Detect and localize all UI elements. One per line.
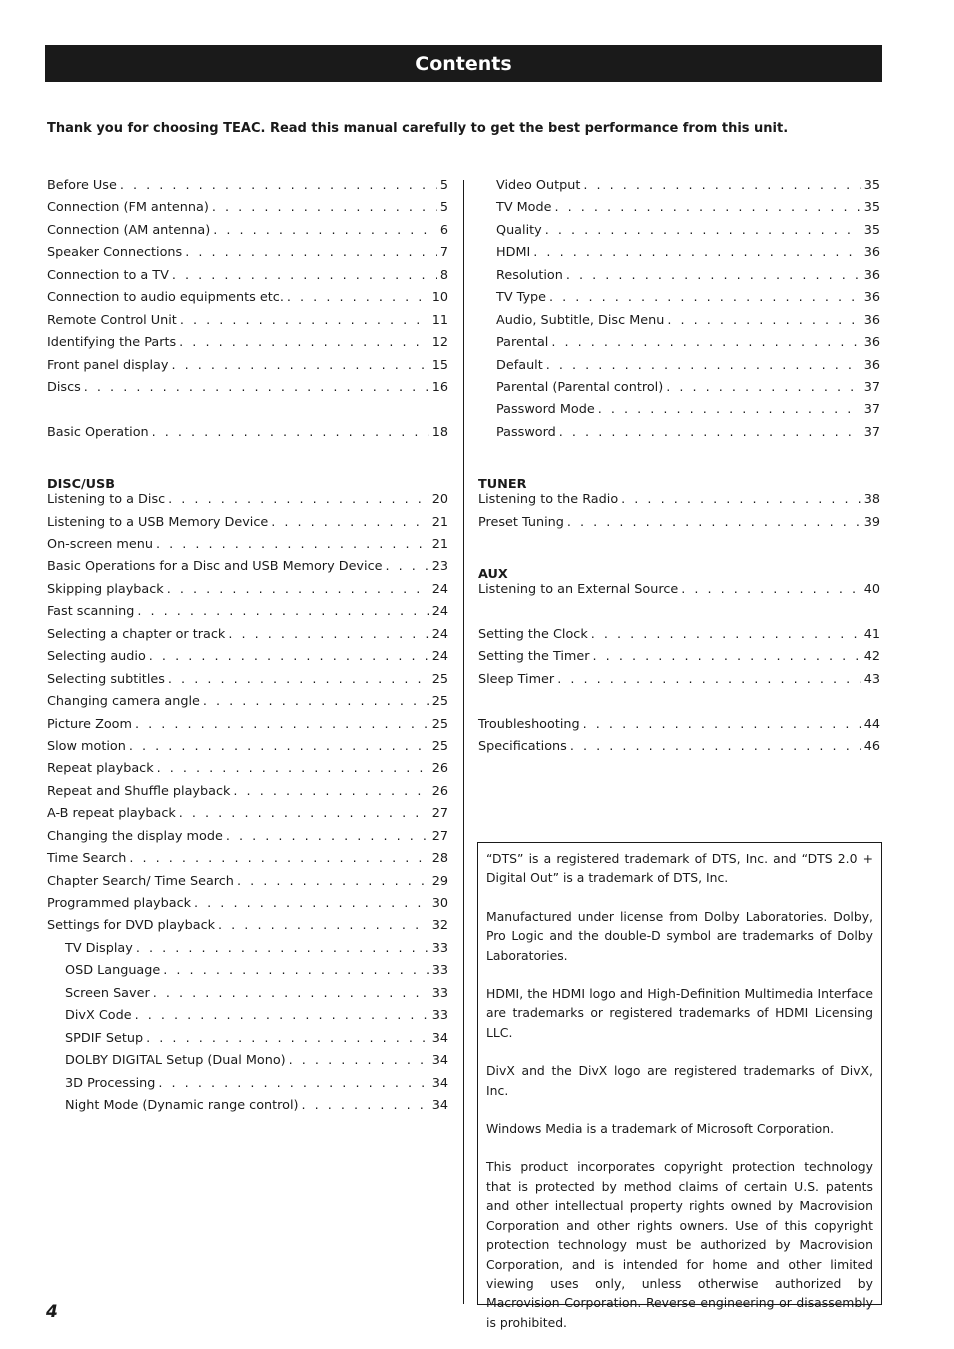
toc-subentry [47, 1076, 448, 1098]
toc-entry [478, 627, 880, 649]
toc-subentry [478, 200, 880, 222]
toc-entry-label: Connection to audio equipments etc. [47, 290, 284, 306]
toc-spacer [47, 402, 448, 424]
dot-leader [667, 313, 860, 328]
toc-entry-page: 36 [863, 357, 880, 373]
toc-entry-page: 37 [863, 379, 880, 395]
toc-subentry [478, 380, 880, 402]
toc-entry-label: Listening to the Radio [478, 492, 619, 508]
dot-leader [226, 829, 429, 844]
toc-entry-page: 36 [863, 312, 880, 328]
dot-leader [533, 245, 860, 260]
toc-entry-label: Connection to a TV [47, 267, 169, 283]
dot-leader [158, 1076, 428, 1091]
toc-entry-page: 7 [439, 245, 448, 261]
toc-entry-label: Identifying the Parts [47, 335, 177, 351]
toc-entry-page: 42 [863, 649, 880, 665]
toc-entry-label: TV Type [496, 290, 547, 306]
toc-entry-label: Troubleshooting [478, 716, 580, 732]
toc-entry [47, 537, 448, 559]
trademark-paragraph: This product incorporates copyright protection technology that is protected by method claims of certain U.S. patents and other intellectual property rights owned by Macrovision Corporation and other rights owners. Use of this copyright protection technology must be authorized by Macrovision Corporation, and is intended for home and other limited viewing uses only, unless otherwise authorized by Macrovision Corporation. Reverse engineering or disassembly is prohibited. [486, 1159, 873, 1330]
dot-leader [168, 672, 429, 687]
dot-leader [546, 358, 861, 373]
dot-leader [194, 896, 429, 911]
toc-entry-label: Connection (FM antenna) [47, 200, 209, 216]
dot-leader [135, 717, 429, 732]
toc-entry-label: Skipping playback [47, 581, 164, 597]
toc-entry-page: 33 [431, 940, 448, 956]
intro-text: Thank you for choosing TEAC. Read this manual carefully to get the best performance from this unit. [47, 121, 789, 136]
toc-entry-page: 21 [431, 514, 448, 530]
toc-entry [47, 604, 448, 626]
toc-entry-page: 20 [431, 492, 448, 508]
toc-entry-label: Parental [496, 335, 549, 351]
dot-leader [167, 582, 429, 597]
toc-entry [47, 694, 448, 716]
trademark-paragraph: HDMI, the HDMI logo and High-Definition Multimedia Interface are trademarks or registered trademarks of HDMI Licensing LLC. [486, 986, 873, 1040]
toc-entry-label: Preset Tuning [478, 514, 564, 530]
toc-entry-label: DivX Code [65, 1008, 132, 1024]
dot-leader [185, 245, 437, 260]
toc-subentry [478, 313, 880, 335]
toc-entry [478, 672, 880, 694]
toc-entry [47, 829, 448, 851]
toc-subentry [47, 963, 448, 985]
toc-entry-page: 15 [431, 357, 448, 373]
toc-entry-label: Listening to a USB Memory Device [47, 514, 269, 530]
trademark-notice-box [477, 842, 882, 1330]
toc-subentry [47, 1008, 448, 1030]
toc-entry-label: Audio, Subtitle, Disc Menu [496, 312, 665, 328]
dot-leader [129, 851, 428, 866]
toc-entry-label: Time Search [47, 851, 127, 867]
toc-entry-page: 36 [863, 335, 880, 351]
toc-entry-label: Password [496, 424, 556, 440]
toc-entry-page: 26 [431, 783, 448, 799]
dot-leader [237, 874, 429, 889]
toc-entry-label: Default [496, 357, 543, 373]
toc-entry-page: 28 [431, 851, 448, 867]
toc-entry-page: 25 [431, 671, 448, 687]
dot-leader [84, 380, 429, 395]
dot-leader [172, 268, 437, 283]
toc-subentry [478, 425, 880, 447]
dot-leader [567, 515, 861, 530]
toc-entry [47, 200, 448, 222]
toc-spacer [478, 447, 880, 469]
dot-leader [591, 627, 861, 642]
toc-subentry [47, 1098, 448, 1120]
toc-entry [47, 335, 448, 357]
toc-entry-label: Listening to a Disc [47, 492, 166, 508]
dot-leader [218, 918, 429, 933]
dot-leader [213, 223, 437, 238]
dot-leader [168, 492, 429, 507]
toc-entry [47, 425, 448, 447]
toc-section-heading: DISC/USB [47, 477, 116, 493]
toc-entry-label: Screen Saver [65, 985, 150, 1001]
toc-entry-page: 12 [431, 335, 448, 351]
toc-entry [47, 313, 448, 335]
toc-entry [47, 358, 448, 380]
dot-leader [557, 672, 861, 687]
toc-subentry [47, 986, 448, 1008]
dot-leader [180, 313, 429, 328]
toc-entry-label: Programmed playback [47, 896, 192, 911]
toc-entry-page: 24 [431, 581, 448, 597]
toc-entry-label: Repeat and Shuffle playback [47, 783, 231, 799]
toc-entry-page: 38 [863, 492, 880, 508]
dot-leader [593, 649, 861, 664]
toc-entry-label: Picture Zoom [47, 716, 132, 732]
trademark-paragraph: Windows Media is a trademark of Microsoft Corporation. [486, 1121, 835, 1137]
dot-leader [228, 627, 428, 642]
toc-entry-label: Basic Operations for a Disc and USB Memory Device [47, 559, 383, 575]
toc-subentry [478, 268, 880, 290]
toc-entry-label: Parental (Parental control) [496, 379, 664, 395]
toc-entry-label: OSD Language [65, 963, 161, 979]
dot-leader [135, 1008, 429, 1023]
dot-leader [233, 784, 428, 799]
toc-entry-page: 34 [431, 1030, 448, 1046]
toc-right-column [478, 178, 880, 761]
toc-entry-page: 33 [431, 963, 448, 979]
toc-entry-page: 16 [431, 379, 448, 395]
dot-leader [570, 739, 861, 754]
toc-entry [47, 851, 448, 873]
dot-leader [666, 380, 861, 395]
toc-subentry [478, 335, 880, 357]
toc-entry [478, 717, 880, 739]
toc-entry [478, 515, 880, 537]
toc-entry [478, 739, 880, 761]
toc-spacer [478, 537, 880, 559]
dot-leader [549, 290, 861, 305]
page-number: 4 [46, 1302, 58, 1322]
toc-entry-page: 33 [431, 1008, 448, 1024]
toc-entry [478, 582, 880, 604]
toc-spacer [478, 604, 880, 626]
toc-subentry [478, 178, 880, 200]
toc-entry-page: 18 [431, 424, 448, 440]
dot-leader [136, 941, 429, 956]
toc-entry [47, 806, 448, 828]
toc-entry-label: Listening to an External Source [478, 581, 679, 597]
toc-entry [47, 290, 448, 312]
page-title: Contents [415, 52, 512, 75]
dot-leader [551, 335, 860, 350]
toc-entry-page: 30 [431, 896, 448, 911]
toc-entry-page: 26 [431, 761, 448, 777]
dot-leader [153, 986, 429, 1001]
toc-entry-page: 32 [431, 918, 448, 934]
toc-entry-label: 3D Processing [65, 1075, 156, 1091]
toc-spacer [47, 447, 448, 469]
toc-entry-page: 8 [439, 267, 448, 283]
dot-leader [156, 537, 429, 552]
toc-entry-page: 36 [863, 245, 880, 261]
toc-entry-label: Selecting audio [47, 649, 146, 665]
toc-entry [47, 918, 448, 940]
toc-entry-label: Remote Control Unit [47, 312, 177, 328]
toc-entry [47, 492, 448, 514]
dot-leader [129, 739, 429, 754]
dot-leader [583, 717, 861, 732]
toc-entry-label: Changing the display mode [47, 828, 223, 844]
toc-subentry [478, 245, 880, 267]
dot-leader [152, 425, 429, 440]
toc-subentry [478, 290, 880, 312]
toc-entry-label: Night Mode (Dynamic range control) [65, 1097, 299, 1113]
toc-subentry [478, 358, 880, 380]
dot-leader [146, 1031, 429, 1046]
trademark-paragraph: Manufactured under license from Dolby Laboratories. Dolby, Pro Logic and the double-D symbol are trademarks of Dolby Laboratories. [486, 908, 873, 963]
dot-leader [302, 1098, 429, 1113]
dot-leader [621, 492, 861, 507]
toc-entry [47, 380, 448, 402]
toc-entry [47, 268, 448, 290]
toc-entry-page: 34 [431, 1075, 448, 1091]
toc-entry-page: 35 [863, 178, 880, 193]
toc-entry-label: HDMI [496, 245, 531, 261]
dot-leader [598, 402, 861, 417]
toc-entry-label: Specifications [478, 738, 567, 754]
toc-entry-label: Connection (AM antenna) [47, 222, 211, 238]
toc-entry-page: 24 [431, 604, 448, 620]
trademark-paragraph: DivX and the DivX logo are registered trademarks of DivX, Inc. [486, 1063, 873, 1098]
toc-entry-page: 5 [439, 200, 448, 216]
toc-entry-label: Front panel display [47, 357, 169, 373]
toc-entry-label: Selecting a chapter or track [47, 626, 226, 642]
toc-entry-page: 25 [431, 738, 448, 754]
toc-entry-page: 25 [431, 716, 448, 732]
toc-entry-label: Settings for DVD playback [47, 918, 216, 934]
toc-section-heading: AUX [478, 566, 508, 582]
toc-entry-page: 35 [863, 222, 880, 238]
toc-entry [47, 896, 448, 918]
toc-entry-page: 33 [431, 985, 448, 1001]
toc-entry-page: 37 [863, 424, 880, 440]
dot-leader [120, 178, 437, 193]
toc-section-heading: TUNER [478, 477, 527, 493]
toc-entry-page: 43 [863, 671, 880, 687]
toc-entry-page: 6 [439, 222, 448, 238]
toc-entry-page: 36 [863, 290, 880, 306]
toc-entry-label: Fast scanning [47, 604, 135, 620]
toc-entry [47, 672, 448, 694]
toc-entry-page: 44 [863, 716, 880, 732]
toc-entry-page: 46 [863, 738, 880, 754]
dot-leader [559, 425, 861, 440]
toc-entry-label: Changing camera angle [47, 694, 200, 710]
toc-entry-label: Chapter Search/ Time Search [47, 873, 234, 889]
toc-entry-page: 24 [431, 626, 448, 642]
toc-entry [478, 649, 880, 671]
toc-entry-page: 5 [439, 178, 448, 193]
toc-entry [47, 874, 448, 896]
toc-entry-label: Speaker Connections [47, 245, 183, 261]
trademark-paragraph: “DTS” is a registered trademark of DTS, Inc. and “DTS 2.0 + Digital Out” is a trademark of DTS, Inc. [486, 851, 873, 886]
toc-entry-label: Password Mode [496, 402, 595, 418]
dot-leader [149, 649, 429, 664]
toc-subentry [478, 223, 880, 245]
toc-entry-page: 36 [863, 267, 880, 283]
toc-entry-page: 37 [863, 402, 880, 418]
dot-leader [287, 290, 429, 305]
dot-leader [179, 335, 429, 350]
dot-leader [137, 604, 428, 619]
toc-entry-page: 23 [431, 559, 448, 575]
toc-entry-page: 35 [863, 200, 880, 216]
dot-leader [681, 582, 860, 597]
dot-leader [289, 1053, 429, 1068]
toc-entry [478, 492, 880, 514]
toc-entry [47, 784, 448, 806]
toc-entry-page: 11 [431, 312, 448, 328]
toc-entry [47, 739, 448, 761]
toc-subentry [47, 941, 448, 963]
toc-entry-label: Quality [496, 222, 542, 238]
toc-entry [47, 582, 448, 604]
dot-leader [583, 178, 860, 193]
toc-entry-page: 27 [431, 806, 448, 822]
toc-entry [47, 559, 448, 581]
toc-entry-label: TV Mode [496, 200, 552, 216]
toc-entry [47, 649, 448, 671]
dot-leader [203, 694, 429, 709]
toc-entry-page: 27 [431, 828, 448, 844]
toc-entry [47, 627, 448, 649]
toc-entry-page: 40 [863, 581, 880, 597]
toc-entry-label: Repeat playback [47, 761, 154, 777]
toc-entry-page: 21 [431, 537, 448, 552]
dot-leader [179, 806, 429, 821]
toc-spacer [478, 694, 880, 716]
toc-subentry [47, 1053, 448, 1075]
dot-leader [545, 223, 861, 238]
toc-entry-label: Sleep Timer [478, 671, 555, 687]
toc-entry [47, 515, 448, 537]
toc-subentry [47, 1031, 448, 1053]
toc-entry-label: Selecting subtitles [47, 671, 165, 687]
dot-leader [212, 200, 437, 215]
toc-entry-label: Before Use [47, 178, 117, 193]
toc-entry-label: Video Output [496, 178, 581, 193]
toc-entry-page: 34 [431, 1053, 448, 1069]
toc-entry-page: 39 [863, 514, 880, 530]
toc-entry [47, 717, 448, 739]
toc-entry [47, 761, 448, 783]
toc-entry-page: 10 [431, 290, 448, 306]
toc-entry-page: 24 [431, 649, 448, 665]
dot-leader [171, 358, 428, 373]
toc-entry-label: TV Display [65, 940, 133, 956]
toc-entry [47, 245, 448, 267]
dot-leader [163, 963, 428, 978]
toc-entry [47, 178, 448, 200]
dot-leader [271, 515, 428, 530]
toc-entry-label: On-screen menu [47, 537, 153, 552]
toc-entry-page: 34 [431, 1097, 448, 1113]
toc-entry-page: 41 [863, 626, 880, 642]
toc-entry [47, 223, 448, 245]
toc-entry-label: Setting the Timer [478, 649, 590, 665]
toc-entry-label: Basic Operation [47, 424, 149, 440]
toc-entry-label: Slow motion [47, 738, 126, 754]
toc-left-column [47, 178, 448, 1120]
toc-entry-label: A-B repeat playback [47, 806, 176, 822]
toc-entry-label: SPDIF Setup [65, 1030, 144, 1046]
toc-entry-page: 29 [431, 873, 448, 889]
toc-subentry [478, 402, 880, 424]
toc-entry-label: Discs [47, 379, 81, 395]
dot-leader [566, 268, 861, 283]
toc-entry-label: Setting the Clock [478, 626, 588, 642]
toc-entry-label: Resolution [496, 267, 563, 283]
toc-entry-label: DOLBY DIGITAL Setup (Dual Mono) [65, 1053, 286, 1069]
toc-entry-page: 25 [431, 694, 448, 710]
dot-leader [555, 200, 861, 215]
column-divider [463, 180, 464, 1304]
dot-leader [157, 761, 429, 776]
dot-leader [385, 559, 428, 574]
page-title-bar [45, 45, 882, 82]
